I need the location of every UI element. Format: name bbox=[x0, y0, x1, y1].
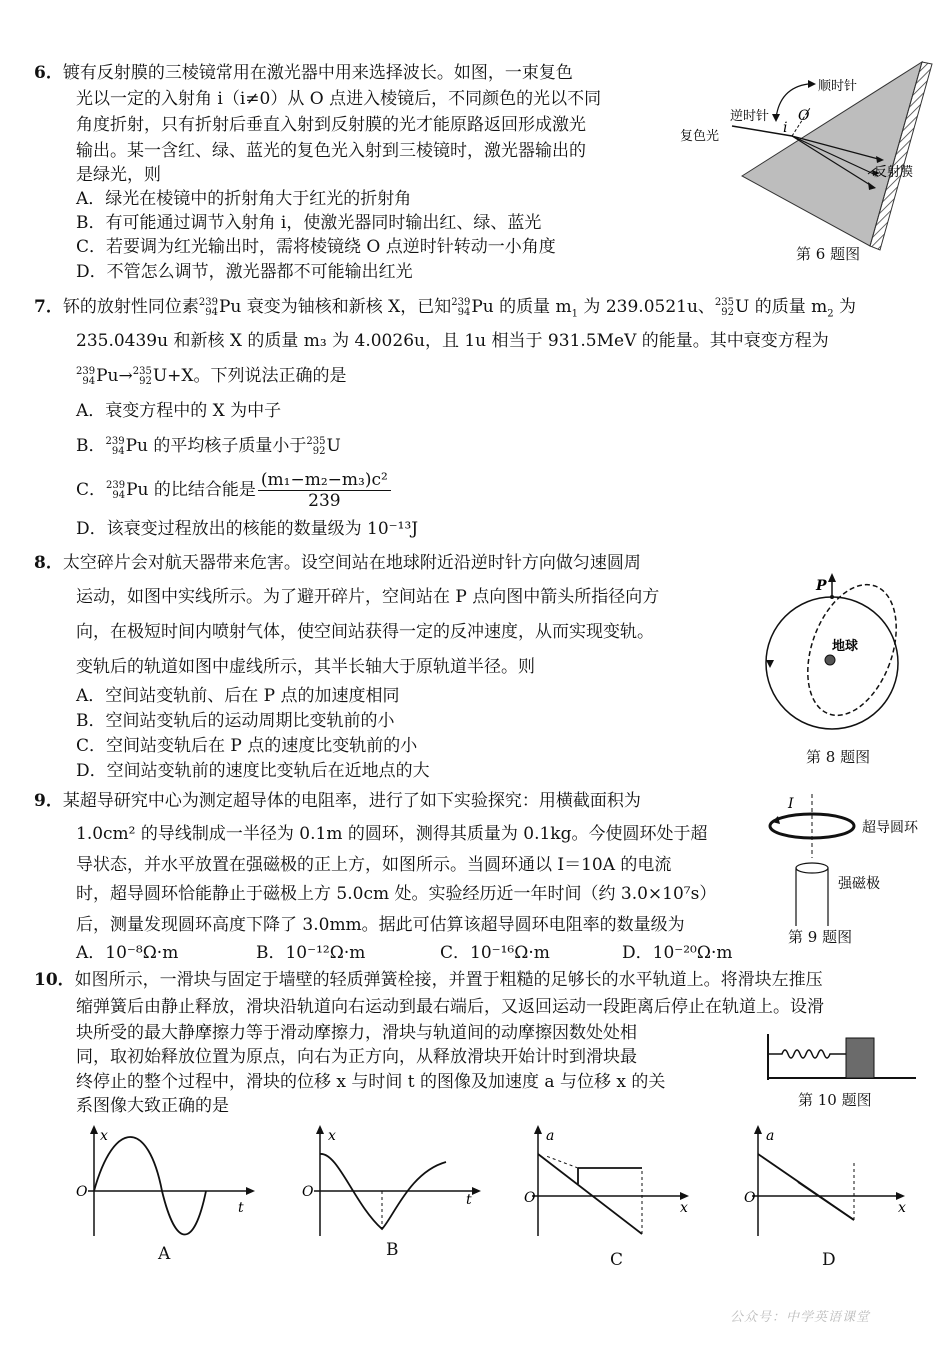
q6-option-d[interactable]: D．不管怎么调节，激光器都不可能输出红光 bbox=[76, 262, 413, 282]
point-p-label: P bbox=[816, 578, 827, 594]
q6-line-2: 光以一定的入射角 i（i≠0）从 O 点进入棱镜后，不同颜色的光以不同 bbox=[76, 89, 602, 109]
svg-text:a: a bbox=[766, 1128, 775, 1144]
q8-option-d[interactable]: D．空间站变轨前的速度比变轨后在近地点的大 bbox=[76, 761, 430, 781]
q9-line-1: 9．某超导研究中心为测定超导体的电阻率，进行了如下实验探究：用横截面积为 bbox=[34, 791, 641, 811]
q7-line-1: 7．钚的放射性同位素 239 94 Pu 衰变为铀核和新核 X，已知 239 94 Pu 的质量 $m_1$ 为 239.0521u、 235 92 U 的质量 $m_2$ 为 bbox=[34, 296, 857, 320]
mirror-label: 反射膜 bbox=[874, 165, 914, 180]
svg-text:O: O bbox=[524, 1190, 536, 1206]
q6-caption: 第 6 题图 bbox=[796, 245, 861, 263]
clockwise-label: 顺时针 bbox=[818, 79, 858, 94]
q7-option-d[interactable]: D．该衰变过程放出的核能的数量级为 10⁻¹³J bbox=[76, 519, 419, 539]
q10-line-4: 同，取初始释放位置为原点，向右为正方向，从释放滑块开始计时到滑块最 bbox=[76, 1047, 637, 1067]
earth bbox=[825, 655, 835, 665]
q9-option-b[interactable]: B．10⁻¹²Ω·m bbox=[256, 943, 366, 963]
q7-line-3: 239 94 Pu→ 235 92 U+X。下列说法正确的是 bbox=[76, 365, 347, 387]
q9-option-c[interactable]: C．10⁻¹⁶Ω·m bbox=[440, 943, 550, 963]
magnet-label: 强磁极 bbox=[838, 876, 880, 892]
q9-option-d[interactable]: D．10⁻²⁰Ω·m bbox=[622, 943, 733, 963]
q6-option-c[interactable]: C．若要调为红光输出时，需将棱镜绕 O 点逆时针转动一小角度 bbox=[76, 237, 556, 257]
current-i-label: I bbox=[788, 796, 794, 812]
svg-text:t: t bbox=[466, 1192, 472, 1208]
q7-line-2: 235.0439u 和新核 X 的质量 m₃ 为 4.0026u，且 1u 相当于 931.5MeV 的能量。其中衰变方程为 bbox=[76, 331, 829, 351]
graph-d[interactable] bbox=[738, 1124, 928, 1244]
q8-option-c[interactable]: C．空间站变轨后在 P 点的速度比变轨前的小 bbox=[76, 736, 418, 756]
q6-option-b[interactable]: B．有可能通过调节入射角 i，使激光器同时输出红、绿、蓝光 bbox=[76, 213, 542, 233]
slider-block bbox=[846, 1038, 874, 1078]
complex-light-label: 复色光 bbox=[680, 129, 720, 144]
q8-option-b[interactable]: B．空间站变轨后的运动周期比变轨前的小 bbox=[76, 711, 395, 731]
q8-line-4: 变轨后的轨道如图中虚线所示，其半长轴大于原轨道半径。则 bbox=[76, 657, 535, 677]
q9-line-4: 时，超导圆环恰能静止于磁极上方 5.0cm 处。实验经历近一年时间（约 3.0×10⁷s） bbox=[76, 884, 717, 904]
svg-text:O: O bbox=[302, 1184, 314, 1200]
q7-option-c[interactable]: C． 239 94 Pu 的比结合能是 $\frac{\text{(m₁−m₂−m₃)c²}}{239}$ bbox=[76, 470, 391, 511]
q10-line-3: 块所受的最大静摩擦力等于滑动摩擦力，滑块与轨道间的动摩擦因数处处相 bbox=[76, 1023, 637, 1043]
q8-caption: 第 8 题图 bbox=[806, 748, 871, 766]
graph-b[interactable] bbox=[298, 1124, 488, 1244]
graph-b-label: B bbox=[386, 1240, 399, 1260]
q7-fraction: $\frac{\text{(m₁−m₂−m₃)c²}}{239}$ bbox=[258, 470, 391, 511]
q10-line-2: 缩弹簧后由静止释放，滑块沿轨道向右运动到最右端后，又返回运动一段距离后停止在轨道上。设滑 bbox=[76, 997, 824, 1017]
svg-text:O: O bbox=[76, 1184, 88, 1200]
graph-a-label: A bbox=[158, 1244, 171, 1264]
graph-d-label: D bbox=[822, 1250, 836, 1270]
watermark: 公众号：中学英语课堂 bbox=[730, 1310, 871, 1325]
svg-text:x: x bbox=[100, 1128, 108, 1144]
earth-label: 地球 bbox=[832, 639, 859, 654]
spring bbox=[768, 1050, 846, 1058]
q8-option-a[interactable]: A．空间站变轨前、后在 P 点的加速度相同 bbox=[76, 686, 400, 706]
q7-option-b[interactable]: B． 239 94 Pu 的平均核子质量小于 235 92 U bbox=[76, 435, 341, 457]
q6-number: 6． bbox=[34, 63, 63, 83]
q6-line-1: 6．镀有反射膜的三棱镜常用在激光器中用来选择波长。如图，一束复色 bbox=[34, 63, 573, 83]
magnet bbox=[796, 868, 828, 926]
counterclockwise-label: 逆时针 bbox=[730, 109, 770, 124]
svg-text:x: x bbox=[328, 1128, 336, 1144]
q9-line-2: 1.0cm² 的导线制成一半径为 0.1m 的圆环，测得其质量为 0.1kg。今使圆环处于超 bbox=[76, 824, 708, 844]
q9-line-3: 导状态，并水平放置在强磁极的正上方，如图所示。当圆环通以 I＝10A 的电流 bbox=[76, 855, 672, 875]
q6-option-a[interactable]: A．绿光在棱镜中的折射角大于红光的折射角 bbox=[76, 189, 412, 209]
q9-ring-figure bbox=[762, 788, 942, 928]
q9-caption: 第 9 题图 bbox=[788, 928, 853, 946]
graph-a-curve bbox=[94, 1137, 206, 1235]
q10-line-5: 终停止的整个过程中，滑块的位移 x 与时间 t 的图像及加速度 a 与位移 x 的关 bbox=[76, 1072, 666, 1092]
svg-text:O: O bbox=[744, 1190, 756, 1206]
graph-a[interactable] bbox=[70, 1124, 260, 1244]
q8-line-3: 向，在极短时间内喷射气体，使空间站获得一定的反冲速度，从而实现变轨。 bbox=[76, 622, 654, 642]
angle-i-label: i bbox=[783, 120, 788, 136]
svg-text:a: a bbox=[546, 1128, 555, 1144]
svg-text:x: x bbox=[898, 1200, 906, 1216]
q10-line-6: 系图像大致正确的是 bbox=[76, 1096, 229, 1116]
q10-spring-figure bbox=[760, 1030, 920, 1086]
q6-prism-figure bbox=[680, 56, 950, 256]
graph-c[interactable] bbox=[518, 1124, 708, 1244]
q8-line-1: 8．太空碎片会对航天器带来危害。设空间站在地球附近沿逆时针方向做匀速圆周 bbox=[34, 553, 641, 573]
graph-c-label: C bbox=[610, 1250, 624, 1270]
graph-c-line-1 bbox=[538, 1154, 642, 1234]
svg-text:t: t bbox=[238, 1200, 244, 1216]
q6-line-5: 是绿光，则 bbox=[76, 165, 161, 185]
q7-option-a[interactable]: A．衰变方程中的 X 为中子 bbox=[76, 401, 282, 421]
q6-line-4: 输出。某一含红、绿、蓝光的复色光入射到三棱镜时，激光器输出的 bbox=[76, 141, 586, 161]
svg-text:x: x bbox=[680, 1200, 688, 1216]
q8-orbit-figure bbox=[762, 568, 922, 738]
point-o-label: O bbox=[798, 108, 810, 124]
q6-line-3: 角度折射，只有折射后垂直入射到反射膜的光才能原路返回形成激光 bbox=[76, 115, 586, 135]
q8-line-2: 运动，如图中实线所示。为了避开碎片，空间站在 P 点向图中箭头所指径向方 bbox=[76, 587, 660, 607]
q10-line-1: 10．如图所示，一滑块与固定于墙壁的轻质弹簧栓接，并置于粗糙的足够长的水平轨道上。将滑块左推压 bbox=[34, 970, 823, 990]
q9-option-a[interactable]: A．10⁻⁸Ω·m bbox=[76, 943, 179, 963]
ring-label: 超导圆环 bbox=[862, 820, 918, 836]
q10-caption: 第 10 题图 bbox=[798, 1091, 872, 1109]
q9-line-5: 后，测量发现圆环高度下降了 3.0mm。据此可估算该超导圆环电阻率的数量级为 bbox=[76, 915, 685, 935]
